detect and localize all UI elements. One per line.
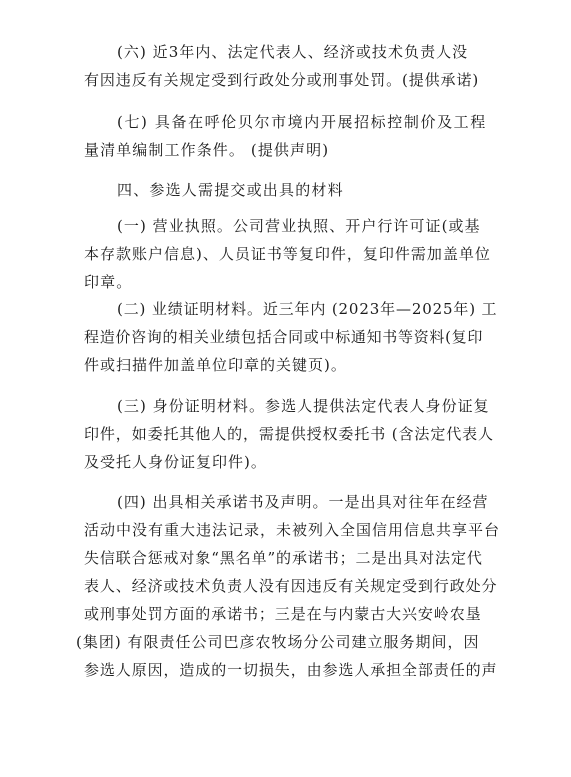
item-four-line-3: 失信联合惩戒对象“黑名单”的承诺书；二是出具对法定代 [84, 549, 483, 567]
item-one-line-1: (一) 营业执照。公司营业执照、开户行许可证(或基 [117, 217, 481, 235]
item-three-line-3: 及受托人身份证复印件)。 [84, 453, 267, 471]
item-four-line-2: 活动中没有重大违法记录，未被列入全国信用信息共享平台 [84, 521, 501, 539]
item-three-line-2: 印件，如委托其他人的，需提供授权委托书 (含法定代表人 [84, 425, 494, 443]
item-four-line-4: 表人、经济或技术负责人没有因违反有关规定受到行政处分 [84, 577, 498, 595]
clause-seven-line-1: (七) 具备在呼伦贝尔市境内开展招标控制价及工程 [117, 113, 487, 131]
item-one-line-3: 印章。 [84, 273, 133, 291]
item-four-line-5: 或刑事处罚方面的承诺书；三是在与内蒙古大兴安岭农垦 [84, 605, 482, 623]
item-two-line-2: 程造价咨询的相关业绩包括合同或中标通知书等资料(复印 [84, 328, 484, 346]
item-four-line-1: (四) 出具相关承诺书及声明。一是出具对往年在经营 [117, 493, 489, 511]
item-three-line-1: (三) 身份证明材料。参选人提供法定代表人身份证复 [117, 397, 490, 415]
item-two-line-1: (二) 业绩证明材料。近三年内 (2023年—2025年) 工 [117, 300, 498, 318]
item-two-line-3: 件或扫描件加盖单位印章的关键页)。 [84, 356, 347, 374]
item-one-line-2: 本存款账户信息)、人员证书等复印件，复印件需加盖单位 [84, 245, 491, 263]
item-four-line-7: 参选人原因，造成的一切损失，由参选人承担全部责任的声 [84, 661, 498, 679]
clause-six-line-1: (六) 近3年内、法定代表人、经济或技术负责人没 [117, 43, 469, 61]
clause-seven-line-2: 量清单编制工作条件。 (提供声明) [84, 141, 330, 159]
section-four-heading: 四、参选人需提交或出具的材料 [117, 181, 344, 199]
clause-six-line-2: 有因违反有关规定受到行政处分或刑事处罚。(提供承诺) [84, 71, 480, 89]
item-four-line-6: (集团) 有限责任公司巴彦农牧场分公司建立服务期间，因 [76, 633, 480, 651]
